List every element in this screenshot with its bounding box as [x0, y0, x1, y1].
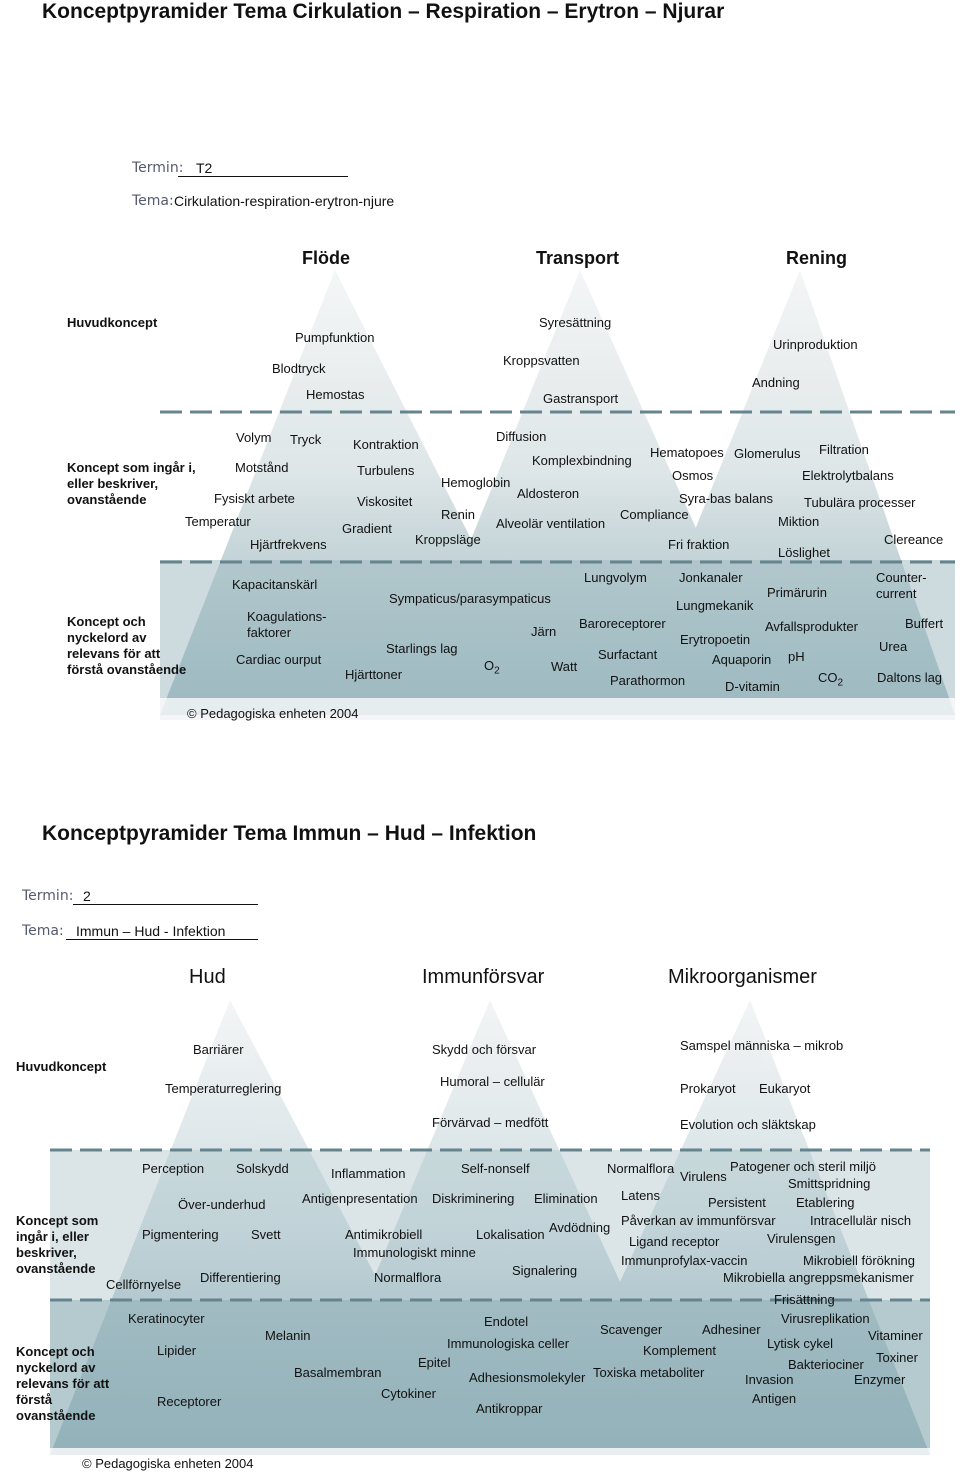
- term: Adhesiner: [702, 1322, 761, 1337]
- header-immunforsvar: Immunförsvar: [422, 966, 545, 988]
- term: Primärurin: [767, 585, 827, 600]
- term: Renin: [441, 507, 475, 522]
- term: Miktion: [778, 514, 820, 529]
- row-label-ingar: Koncept som ingår i, eller beskriver, ovanstående: [67, 460, 196, 507]
- term: Scavenger: [600, 1322, 663, 1337]
- term: Över-underhud: [178, 1197, 266, 1212]
- term: Hematopoes: [650, 445, 724, 460]
- term: Samspel människa – mikrob: [680, 1038, 844, 1053]
- header-mikroorganismer: Mikroorganismer: [668, 966, 817, 988]
- term: Keratinocyter: [128, 1311, 205, 1326]
- tema-value: Cirkulation-respiration-erytron-njure: [174, 193, 395, 209]
- term: Turbulens: [357, 463, 415, 478]
- o2-subscript: 2: [494, 665, 500, 677]
- term: Immunologiska celler: [447, 1336, 570, 1351]
- term: Antimikrobiell: [345, 1227, 423, 1242]
- term: Latens: [621, 1188, 661, 1203]
- term: Prokaryot: [680, 1081, 736, 1096]
- term: Ligand receptor: [629, 1234, 720, 1249]
- termin-field-2: [73, 888, 258, 905]
- term: Etablering: [796, 1195, 855, 1210]
- term: Immunologiskt minne: [353, 1245, 476, 1260]
- term: Fysiskt arbete: [214, 491, 295, 506]
- term: Baroreceptorer: [579, 616, 666, 631]
- row-label-ingar-2: Koncept som ingår i, eller beskriver, ovanstående: [16, 1213, 99, 1276]
- term: Antigenpresentation: [302, 1191, 418, 1206]
- term: Jonkanaler: [679, 570, 743, 585]
- term: Buffert: [905, 616, 944, 631]
- term: Gastransport: [543, 391, 619, 406]
- term: Virulens: [680, 1169, 727, 1184]
- term: Cytokiner: [381, 1386, 436, 1401]
- term: Hjärttoner: [345, 667, 403, 682]
- term: Blodtryck: [272, 361, 326, 376]
- o2-symbol: O: [484, 658, 495, 673]
- term: Clereance: [884, 532, 944, 547]
- term: Glomerulus: [734, 446, 801, 461]
- section2-title: Konceptpyramider Tema Immun – Hud – Infektion: [42, 822, 537, 845]
- termin-label-2: Termin:: [22, 888, 74, 904]
- term: Persistent: [708, 1195, 766, 1210]
- term: Basalmembran: [294, 1365, 382, 1380]
- term: Inflammation: [331, 1166, 406, 1181]
- term: Lipider: [157, 1343, 197, 1358]
- term: Invasion: [745, 1372, 794, 1387]
- term: Pumpfunktion: [295, 330, 375, 345]
- term: Aquaporin: [712, 652, 772, 667]
- term: Andning: [752, 375, 800, 390]
- section1-title: Konceptpyramider Tema Cirkulation – Respiration – Erytron – Njurar: [42, 0, 725, 23]
- term: Vitaminer: [868, 1328, 923, 1343]
- term: Hemostas: [306, 387, 365, 402]
- term: Mikrobiell förökning: [803, 1253, 915, 1268]
- term: Patogener och steril miljö: [730, 1159, 876, 1174]
- term: Kapacitanskärl: [232, 577, 318, 592]
- term: Mikrobiella angreppsmekanismer: [723, 1270, 914, 1285]
- term: Pigmentering: [142, 1227, 219, 1242]
- copyright-2: © Pedagogiska enheten 2004: [82, 1456, 254, 1471]
- term: Differentiering: [200, 1270, 281, 1285]
- term: Frisättning: [774, 1292, 835, 1307]
- termin-field: [178, 160, 348, 177]
- term: Bakteriociner: [788, 1357, 864, 1372]
- tema-label-2: Tema:: [22, 923, 64, 939]
- term: Surfactant: [598, 647, 658, 662]
- term: Lytisk cykel: [767, 1336, 833, 1351]
- term: Counter-: [876, 570, 927, 585]
- term: Kontraktion: [353, 437, 419, 452]
- term: Sympaticus/parasympaticus: [389, 591, 551, 606]
- term: Kroppsvatten: [503, 353, 580, 368]
- term: Komplexbindning: [532, 453, 632, 468]
- row-label-nyckel-2: Koncept och nyckelord av relevans för att förstå ovanstående: [16, 1344, 110, 1423]
- term: Syresättning: [539, 315, 612, 330]
- term: Virulensgen: [767, 1231, 836, 1246]
- term: Evolution och släktskap: [680, 1117, 816, 1132]
- term: faktorer: [247, 625, 292, 640]
- term: Parathormon: [610, 673, 686, 688]
- term: Barriärer: [193, 1042, 244, 1057]
- header-hud: Hud: [189, 966, 226, 988]
- term: Löslighet: [778, 545, 831, 560]
- term: Komplement: [643, 1343, 716, 1358]
- term: Elimination: [534, 1191, 598, 1206]
- term: Smittspridning: [788, 1176, 871, 1191]
- term: Cardiac ourput: [236, 652, 322, 667]
- row-label-huvudkoncept-2: Huvudkoncept: [16, 1059, 107, 1074]
- term: Toxiner: [876, 1350, 918, 1365]
- co2-subscript: 2: [837, 677, 844, 689]
- term: Hjärtfrekvens: [250, 537, 327, 552]
- term: Lungmekanik: [676, 598, 754, 613]
- term: Kroppsläge: [415, 532, 481, 547]
- term: Temperaturreglering: [165, 1081, 282, 1096]
- term: Järn: [531, 624, 557, 639]
- tema-value-2: Immun – Hud - Infektion: [76, 923, 226, 939]
- term: Koagulations-: [247, 609, 327, 624]
- term: Lungvolym: [584, 570, 647, 585]
- term: Urea: [879, 639, 908, 654]
- term: Immunprofylax-vaccin: [621, 1253, 748, 1268]
- term: Motstånd: [235, 460, 289, 475]
- term: Intracellulär nisch: [810, 1213, 912, 1228]
- term: Antikroppar: [476, 1401, 543, 1416]
- term: Avdödning: [549, 1220, 611, 1235]
- term: Self-nonself: [461, 1161, 530, 1176]
- term: Normalflora: [607, 1161, 675, 1176]
- copyright-1: © Pedagogiska enheten 2004: [187, 706, 359, 721]
- term: Endotel: [484, 1314, 529, 1329]
- term: Virusreplikation: [781, 1311, 870, 1326]
- term: Signalering: [512, 1263, 578, 1278]
- tema-field-2: [66, 923, 258, 940]
- term: Lokalisation: [476, 1227, 545, 1242]
- term: Daltons lag: [877, 670, 943, 685]
- term: Humoral – cellulär: [440, 1074, 545, 1089]
- header-flode: Flöde: [302, 248, 350, 268]
- term: Osmos: [672, 468, 714, 483]
- row-label-huvudkoncept: Huvudkoncept: [67, 315, 158, 330]
- term: Receptorer: [157, 1394, 222, 1409]
- term: Syra-bas balans: [679, 491, 773, 506]
- term: Hemoglobin: [441, 475, 511, 490]
- term: Tryck: [290, 432, 322, 447]
- term: Viskositet: [357, 494, 413, 509]
- term: Skydd och försvar: [432, 1042, 537, 1057]
- term: Normalflora: [374, 1270, 442, 1285]
- term: Fri fraktion: [668, 537, 730, 552]
- term: Erytropoetin: [680, 632, 751, 647]
- term: Watt: [551, 659, 578, 674]
- co2-label: [818, 670, 843, 689]
- header-rening: Rening: [786, 248, 847, 268]
- term: Cellförnyelse: [106, 1277, 182, 1292]
- row-label-nyckel: Koncept och nyckelord av relevans för att förstå ovanstående: [67, 614, 187, 677]
- term: Gradient: [342, 521, 392, 536]
- term: Diffusion: [496, 429, 547, 444]
- term: Alveolär ventilation: [496, 516, 606, 531]
- term: Adhesionsmolekyler: [469, 1370, 586, 1385]
- term: Tubulära processer: [804, 495, 916, 510]
- term: Melanin: [265, 1328, 311, 1343]
- term: pH: [788, 649, 805, 664]
- term: Diskriminering: [432, 1191, 515, 1206]
- term: Eukaryot: [759, 1081, 811, 1096]
- tema-label: Tema:: [132, 193, 174, 209]
- term: Epitel: [418, 1355, 451, 1370]
- termin-label: Termin:: [132, 160, 184, 176]
- term: Elektrolytbalans: [802, 468, 894, 483]
- term: Svett: [251, 1227, 281, 1242]
- term: Volym: [236, 430, 272, 445]
- term: Filtration: [819, 442, 869, 457]
- term: Perception: [142, 1161, 205, 1176]
- term: Enzymer: [854, 1372, 906, 1387]
- term: Compliance: [620, 507, 689, 522]
- term: Påverkan av immunförsvar: [621, 1213, 776, 1228]
- term: Förvärvad – medfött: [432, 1115, 549, 1130]
- term: Starlings lag: [386, 641, 458, 656]
- term: current: [876, 586, 917, 601]
- term: Urinproduktion: [773, 337, 858, 352]
- term: Solskydd: [236, 1161, 289, 1176]
- term: Toxiska metaboliter: [593, 1365, 705, 1380]
- term: Avfallsprodukter: [765, 619, 858, 634]
- term: Temperatur: [185, 514, 251, 529]
- header-transport: Transport: [536, 248, 620, 268]
- term: Antigen: [752, 1391, 797, 1406]
- termin-value-2: 2: [83, 888, 91, 904]
- o2-label: [484, 658, 500, 677]
- co2-symbol: CO: [818, 670, 838, 685]
- termin-value: T2: [196, 160, 213, 176]
- term: D-vitamin: [725, 679, 780, 694]
- term: Aldosteron: [517, 486, 580, 501]
